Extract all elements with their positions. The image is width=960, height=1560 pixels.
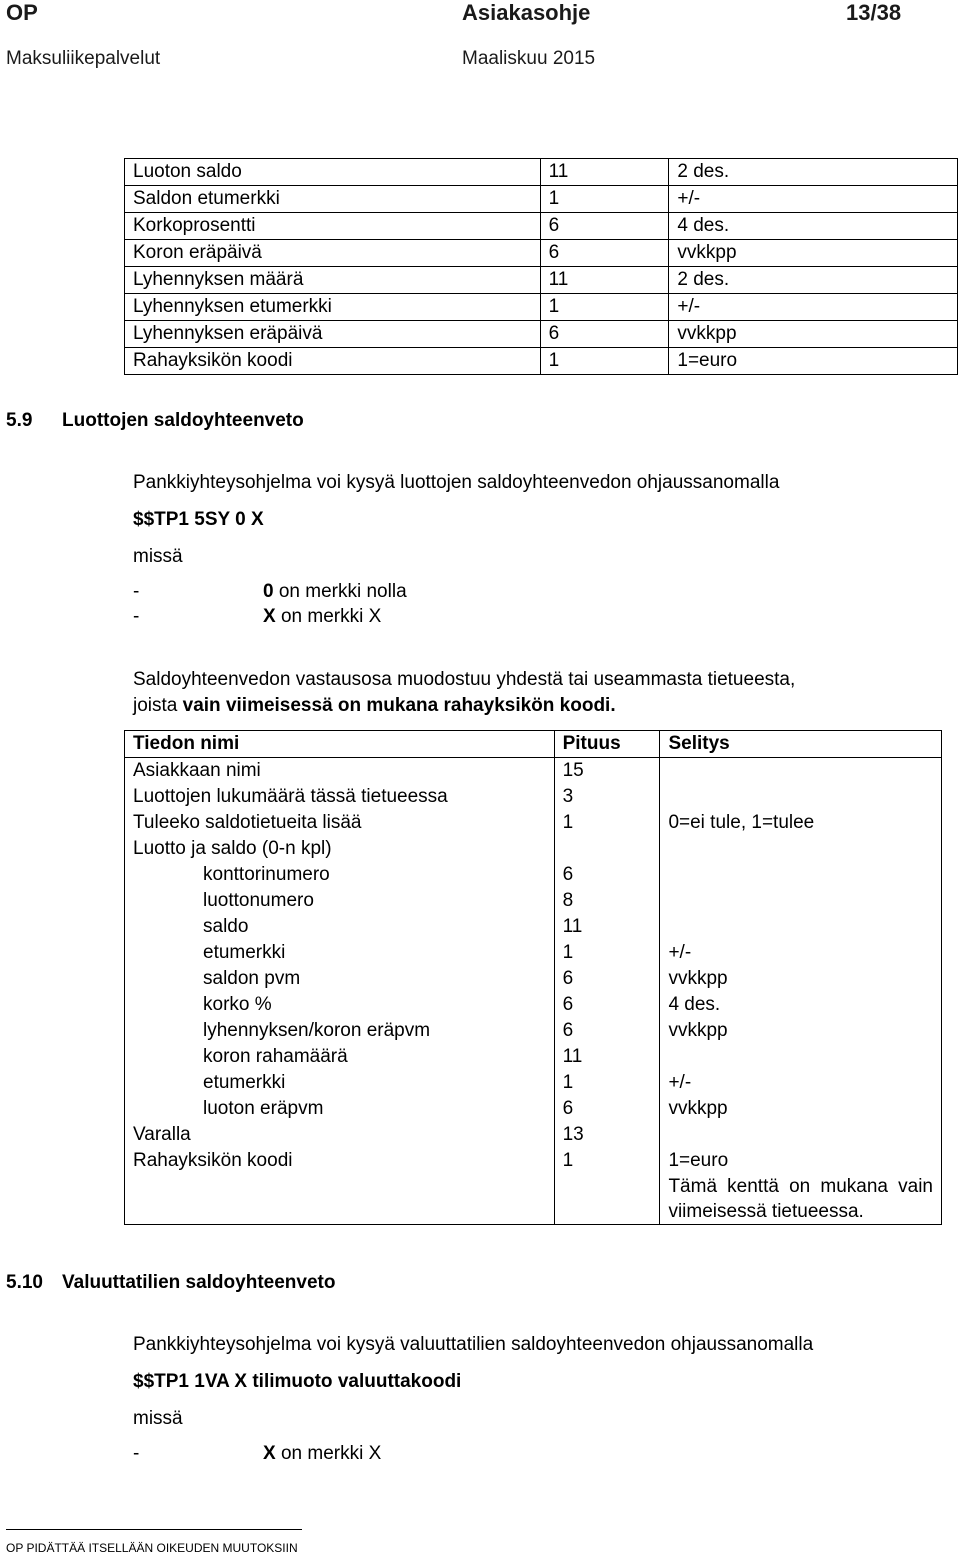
document-title: Asiakasohje	[462, 0, 591, 25]
table-cell: 1	[540, 348, 669, 375]
table-row	[125, 321, 958, 348]
section-number: 5.10	[6, 1272, 43, 1293]
table-cell: 1	[540, 294, 669, 321]
section-heading-5-10	[6, 1272, 335, 1294]
footer-rule	[6, 1529, 302, 1530]
table-cell: 1	[554, 1148, 660, 1225]
table-cell: 1	[554, 940, 660, 966]
dash: -	[133, 606, 140, 627]
table-cell: +/-	[669, 186, 958, 213]
dash: -	[133, 1443, 140, 1464]
table-cell: Selitys	[660, 731, 942, 758]
table-cell: 1=euro	[669, 348, 958, 375]
table-cell: Koron eräpäivä	[125, 240, 541, 267]
table-row	[125, 992, 942, 1018]
page-subheader	[6, 48, 954, 72]
response-paragraph	[133, 667, 795, 719]
section-title: Valuuttatilien saldoyhteenveto	[62, 1272, 336, 1293]
table-cell: 1	[554, 1070, 660, 1096]
table-cell: Luoton saldo	[125, 159, 541, 186]
table-cell: 2 des.	[669, 267, 958, 294]
section-number: 5.9	[6, 410, 33, 431]
definition-key: X	[263, 606, 276, 627]
loan-fields-table	[124, 158, 958, 375]
table-row	[125, 240, 958, 267]
table-row	[125, 267, 958, 294]
table-cell: +/-	[669, 294, 958, 321]
table-cell: luoton eräpvm	[125, 1096, 555, 1122]
table-cell: 2 des.	[669, 159, 958, 186]
table-row	[125, 348, 958, 375]
table-cell: 11	[554, 1044, 660, 1070]
table-cell: Rahayksikön koodi	[125, 1148, 555, 1225]
table-cell: lyhennyksen/koron eräpvm	[125, 1018, 555, 1044]
intro-paragraph: Pankkiyhteysohjelma voi kysyä valuuttatilien saldoyhteenvedon ohjaussanomalla	[133, 1334, 814, 1355]
table-cell: Lyhennyksen määrä	[125, 267, 541, 294]
command-text: $$TP1 5SY 0 X	[133, 509, 264, 530]
table-row	[125, 862, 942, 888]
table-cell: Luottojen lukumäärä tässä tietueessa	[125, 784, 555, 810]
table-cell: 6	[540, 321, 669, 348]
section-title: Luottojen saldoyhteenveto	[62, 410, 304, 431]
page-number: 13/38	[846, 0, 902, 25]
table-cell: 6	[554, 1018, 660, 1044]
table-cell: Pituus	[554, 731, 660, 758]
table-row	[125, 1148, 942, 1225]
table-row	[125, 186, 958, 213]
table-cell: Luotto ja saldo (0-n kpl)	[125, 836, 555, 862]
table-row	[125, 940, 942, 966]
table-cell	[660, 914, 942, 940]
table-cell: Asiakkaan nimi	[125, 758, 555, 785]
table-cell: etumerkki	[125, 940, 555, 966]
where-label: missä	[133, 546, 183, 567]
table-cell: konttorinumero	[125, 862, 555, 888]
table-row	[125, 810, 942, 836]
paragraph-text: joista	[133, 695, 183, 716]
table-cell: Tiedon nimi	[125, 731, 555, 758]
table-cell: vvkkpp	[660, 966, 942, 992]
cell-note: Tämä kenttä on mukana vain viimeisessä tietueessa.	[668, 1176, 933, 1222]
table-cell: Rahayksikön koodi	[125, 348, 541, 375]
where-label: missä	[133, 1408, 183, 1429]
table-cell: saldo	[125, 914, 555, 940]
table-cell: Lyhennyksen etumerkki	[125, 294, 541, 321]
table-cell: vvkkpp	[669, 321, 958, 348]
table-cell	[660, 836, 942, 862]
paragraph-emphasis: vain viimeisessä on mukana rahayksikön koodi.	[182, 695, 616, 716]
table-row	[125, 836, 942, 862]
table-cell: +/-	[660, 940, 942, 966]
table-cell: vvkkpp	[660, 1018, 942, 1044]
table-cell: Varalla	[125, 1122, 555, 1148]
table-cell: Saldon etumerkki	[125, 186, 541, 213]
table-row	[125, 159, 958, 186]
document-date: Maaliskuu 2015	[462, 48, 596, 69]
table-cell: 3	[554, 784, 660, 810]
table-cell	[660, 1122, 942, 1148]
table-cell: korko %	[125, 992, 555, 1018]
paragraph-line	[133, 693, 795, 719]
table-row	[125, 758, 942, 785]
table-cell: 11	[554, 914, 660, 940]
definition-key: X	[263, 1443, 276, 1464]
table-cell: 6	[554, 992, 660, 1018]
definition-text: on merkki X	[275, 606, 382, 627]
table-cell	[660, 784, 942, 810]
table-row	[125, 1122, 942, 1148]
intro-paragraph: Pankkiyhteysohjelma voi kysyä luottojen saldoyhteenvedon ohjaussanomalla	[133, 472, 780, 493]
paragraph-line: Saldoyhteenvedon vastausosa muodostuu yhdestä tai useammasta tietueesta,	[133, 669, 796, 690]
table-cell: etumerkki	[125, 1070, 555, 1096]
table-cell: 8	[554, 888, 660, 914]
definition-item	[133, 606, 381, 628]
table-cell: 6	[540, 240, 669, 267]
table-cell	[660, 888, 942, 914]
table-cell: 1	[540, 186, 669, 213]
footer-text: OP PIDÄTTÄÄ ITSELLÄÄN OIKEUDEN MUUTOKSIIN	[6, 1541, 298, 1555]
table-header-row	[125, 731, 942, 758]
definition-text: on merkki nolla	[273, 581, 407, 602]
table-cell: 6	[554, 966, 660, 992]
table-cell: 4 des.	[660, 992, 942, 1018]
table-cell: Lyhennyksen eräpäivä	[125, 321, 541, 348]
table-row	[125, 1018, 942, 1044]
cell-line: 1=euro	[668, 1150, 729, 1171]
table-cell	[660, 758, 942, 785]
definition-key: 0	[263, 581, 274, 602]
table-cell: 13	[554, 1122, 660, 1148]
table-row	[125, 784, 942, 810]
table-row	[125, 213, 958, 240]
balance-summary-table	[124, 730, 942, 1225]
table-cell: saldon pvm	[125, 966, 555, 992]
table-row	[125, 1044, 942, 1070]
table-cell	[660, 862, 942, 888]
table-cell: 4 des.	[669, 213, 958, 240]
table-cell: Tuleeko saldotietueita lisää	[125, 810, 555, 836]
table-row	[125, 1070, 942, 1096]
table-cell: vvkkpp	[669, 240, 958, 267]
definition-text: on merkki X	[275, 1443, 382, 1464]
table-cell: Korkoprosentti	[125, 213, 541, 240]
table-row	[125, 888, 942, 914]
service-name: Maksuliikepalvelut	[6, 48, 161, 69]
table-row	[125, 1096, 942, 1122]
table-cell: 15	[554, 758, 660, 785]
table-cell: 0=ei tule, 1=tulee	[660, 810, 942, 836]
page-header	[6, 0, 954, 26]
table-cell: vvkkpp	[660, 1096, 942, 1122]
table-cell: +/-	[660, 1070, 942, 1096]
table-cell	[660, 1148, 942, 1225]
table-cell: 6	[554, 1096, 660, 1122]
table-cell	[660, 1044, 942, 1070]
table-cell: luottonumero	[125, 888, 555, 914]
table-cell: 6	[540, 213, 669, 240]
table-cell	[554, 836, 660, 862]
definition-item	[133, 581, 407, 603]
section-heading-5-9	[6, 410, 304, 432]
table-cell: 11	[540, 159, 669, 186]
definition-item	[133, 1443, 381, 1465]
table-cell: 11	[540, 267, 669, 294]
table-row	[125, 294, 958, 321]
table-cell: koron rahamäärä	[125, 1044, 555, 1070]
command-text: $$TP1 1VA X tilimuoto valuuttakoodi	[133, 1371, 462, 1392]
table-row	[125, 966, 942, 992]
table-cell: 1	[554, 810, 660, 836]
table-row	[125, 914, 942, 940]
table-cell: 6	[554, 862, 660, 888]
company-name: OP	[6, 0, 38, 25]
dash: -	[133, 581, 140, 602]
